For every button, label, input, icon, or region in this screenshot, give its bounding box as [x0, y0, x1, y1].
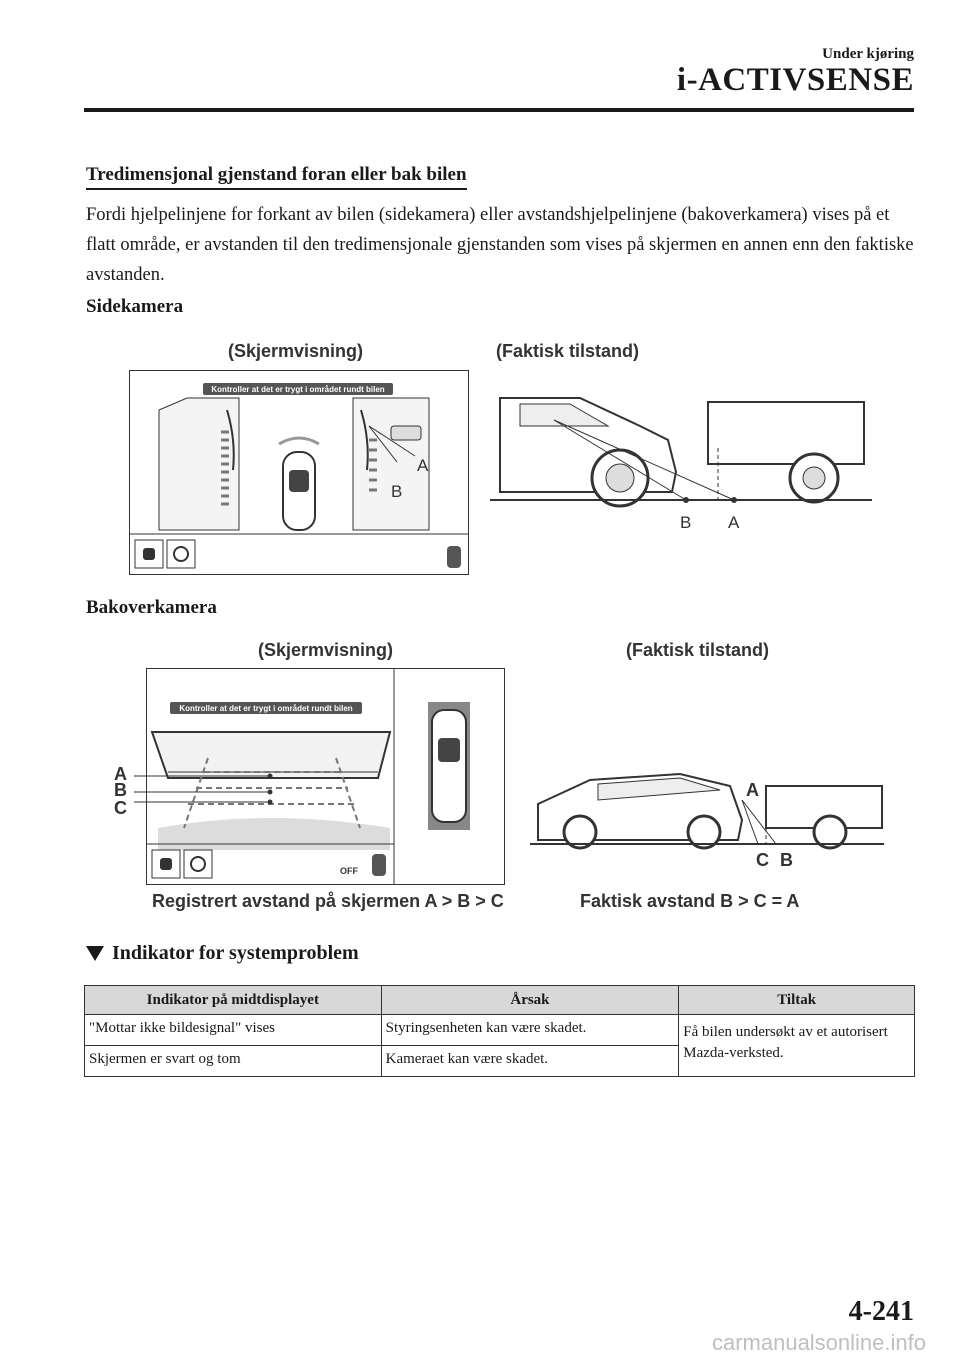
intro-paragraph: Fordi hjelpelinjene for forkant av bilen (sidekamera) eller avstandshjelpelinjene (bakoverkamera) vises på et flatt område, er avstanden til den tredimensjonale gjenstanden som vises på skjermen en annen enn den faktiske avstanden.: [86, 205, 914, 285]
cause-cell: Kameraet kan være skadet.: [381, 1046, 679, 1077]
side-actual-label: (Faktisk tilstand): [496, 341, 640, 361]
rear-screen-label: (Skjermvisning): [258, 640, 394, 660]
rear-screen-marker-a: A: [114, 764, 127, 784]
rear-actual-marker-a: A: [746, 780, 759, 800]
indicator-cell: "Mottar ikke bildesignal" vises: [85, 1015, 382, 1046]
triangle-bullet-icon: [86, 946, 104, 961]
side-actual-marker-a: A: [728, 513, 740, 532]
col-header-indicator: Indikator på midtdisplayet: [85, 986, 382, 1015]
running-section-label: Under kjøring: [822, 46, 914, 62]
side-camera-heading: Sidekamera: [86, 296, 184, 317]
rear-actual-marker-b: B: [780, 850, 793, 870]
rear-actual-label: (Faktisk tilstand): [626, 640, 770, 660]
table-row: [85, 1015, 915, 1046]
indicator-heading: [86, 942, 359, 965]
rear-screen-marker-c: C: [114, 798, 127, 818]
rear-camera-screen-figure: [108, 668, 506, 886]
chapter-title: i-ACTIVSENSE: [676, 62, 914, 98]
side-screen-banner: Kontroller at det er trygt i området rundt bilen: [211, 385, 385, 394]
cause-cell: Styringsenheten kan være skadet.: [381, 1015, 679, 1046]
rear-screen-marker-b: B: [114, 780, 127, 800]
table-header-row: [85, 986, 915, 1015]
indicator-table: [84, 985, 915, 1077]
rear-screen-banner: Kontroller at det er trygt i området rundt bilen: [179, 704, 353, 713]
side-camera-actual-figure: [490, 378, 872, 544]
rear-actual-marker-c: C: [756, 850, 769, 870]
indicator-heading-text: Indikator for systemproblem: [112, 942, 359, 964]
rear-actual-caption: Faktisk avstand B > C = A: [580, 891, 800, 911]
side-camera-screen-figure: [129, 370, 469, 576]
action-cell: Få bilen undersøkt av et autorisert Mazda-verksted.: [679, 1015, 915, 1077]
rear-camera-heading: Bakoverkamera: [86, 597, 217, 618]
section-heading: Tredimensjonal gjenstand foran eller bak bilen: [86, 164, 467, 190]
col-header-action: Tiltak: [679, 986, 915, 1015]
side-screen-marker-a: A: [417, 456, 429, 475]
side-screen-marker-b: B: [391, 482, 403, 501]
rear-screen-caption: Registrert avstand på skjermen A > B > C: [152, 891, 504, 911]
col-header-cause: Årsak: [381, 986, 679, 1015]
watermark: carmanualsonline.info: [711, 1330, 926, 1355]
rear-screen-off-label: OFF: [340, 866, 358, 876]
indicator-cell: Skjermen er svart og tom: [85, 1046, 382, 1077]
header-rule: [84, 108, 914, 112]
rear-camera-actual-figure: [530, 760, 884, 872]
side-screen-label: (Skjermvisning): [228, 341, 364, 361]
page-number: 4-241: [848, 1296, 914, 1327]
side-actual-marker-b: B: [680, 513, 692, 532]
